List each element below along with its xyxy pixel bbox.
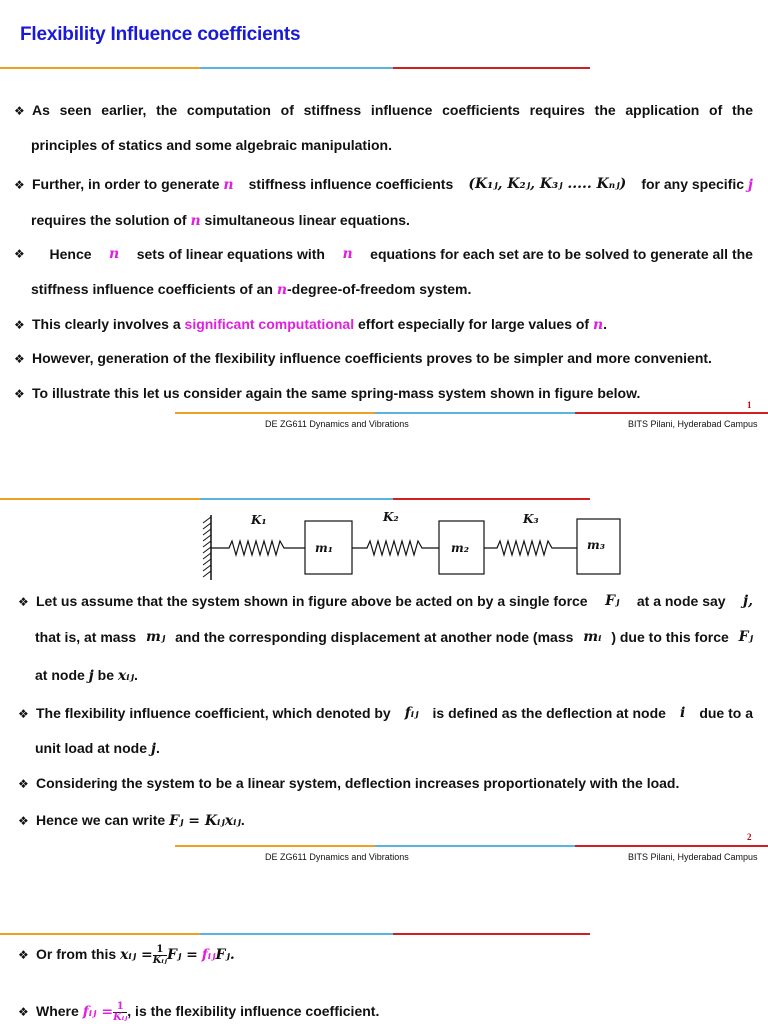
divider-orange — [0, 498, 200, 500]
divider-red — [393, 498, 590, 500]
spring-k2 — [352, 541, 439, 555]
label-k3: K₃ — [523, 512, 539, 526]
footer-line-blue — [375, 412, 575, 414]
bullet-3: ❖ Hence n sets of linear equations with n equations for each set are to be solved to generate all the — [14, 246, 753, 262]
footer-campus: BITS Pilani, Hyderabad Campus — [628, 419, 758, 429]
footer-course: DE ZG611 Dynamics and Vibrations — [265, 419, 409, 429]
slide2-bullet-1-cont2: at node j be xᵢⱼ. — [35, 667, 138, 684]
footer-line-blue — [375, 845, 575, 847]
bullet-diamond-icon: ❖ — [18, 814, 29, 828]
page-number: 2 — [747, 832, 752, 842]
divider-blue — [200, 498, 393, 500]
fraction: $\frac{1}{\text{Kᵢⱼ}}$ — [152, 943, 167, 966]
slide2-bullet-1: ❖ Let us assume that the system shown in figure above be acted on by a single force Fⱼ at a node say j, — [18, 593, 753, 609]
footer-campus: BITS Pilani, Hyderabad Campus — [628, 852, 758, 862]
divider-orange — [0, 933, 200, 935]
bullet-diamond-icon: ❖ — [18, 948, 29, 962]
slide2-bullet-2: ❖ The flexibility influence coefficient, which denoted by fᵢⱼ is defined as the deflection at node i due to a — [18, 705, 753, 721]
bullet-diamond-icon: ❖ — [14, 247, 25, 261]
label-m3: m₃ — [587, 538, 605, 552]
bullet-diamond-icon: ❖ — [14, 104, 25, 118]
bullet-diamond-icon: ❖ — [14, 387, 25, 401]
label-m1: m₁ — [315, 541, 333, 555]
bullet-diamond-icon: ❖ — [14, 318, 25, 332]
slide3-bullet-1: ❖ Or from this xᵢⱼ = $\frac{1}{\text{Kᵢⱼ}}$ Fⱼ = fᵢⱼFⱼ. — [18, 943, 235, 966]
divider-red — [393, 933, 590, 935]
slide2-bullet-3: ❖ Considering the system to be a linear system, deflection increases proportionately with the load. — [18, 775, 680, 791]
page-title: Flexibility Influence coefficients — [20, 24, 301, 45]
divider-blue — [200, 67, 393, 69]
bullet-diamond-icon: ❖ — [18, 777, 29, 791]
bullet-4: ❖ This clearly involves a significant computational effort especially for large values of n. — [14, 316, 608, 333]
divider-red — [393, 67, 590, 69]
footer-line-orange — [175, 845, 375, 847]
divider-orange — [0, 67, 200, 69]
bullet-1: ❖ As seen earlier, the computation of stiffness influence coefficients requires the application of the — [14, 102, 753, 118]
bullet-2: ❖ Further, in order to generate n stiffness influence coefficients (K₁ⱼ, K₂ⱼ, K₃ⱼ ..... Kₙⱼ) for any specific j — [14, 176, 753, 193]
bullet-diamond-icon: ❖ — [14, 352, 25, 366]
slide2-bullet-4: ❖ Hence we can write Fⱼ = Kᵢⱼxᵢⱼ. — [18, 812, 245, 829]
page-number: 1 — [747, 400, 752, 410]
fixed-wall — [203, 515, 211, 580]
bullet-diamond-icon: ❖ — [18, 707, 29, 721]
spring-mass-figure — [195, 505, 625, 585]
bullet-1-cont: principles of statics and some algebraic manipulation. — [31, 137, 392, 153]
fraction: $\frac{1}{\text{Kᵢⱼ}}$ — [113, 1000, 128, 1023]
slide2-bullet-1-cont: that is, at mass mⱼ and the corresponding displacement at another node (mass mᵢ ) due to this force Fⱼ — [35, 629, 753, 645]
bullet-2-cont: requires the solution of n simultaneous linear equations. — [31, 212, 410, 229]
bullet-diamond-icon: ❖ — [18, 1005, 29, 1019]
bullet-3-cont: stiffness influence coefficients of an n-degree-of-freedom system. — [31, 281, 472, 298]
footer-line-red — [575, 412, 768, 414]
label-k2: K₂ — [383, 510, 399, 524]
footer-course: DE ZG611 Dynamics and Vibrations — [265, 852, 409, 862]
slide3-bullet-2: ❖ Where fᵢⱼ = $\frac{1}{\text{Kᵢⱼ}}$ , is the flexibility influence coefficient. — [18, 1000, 380, 1023]
bullet-diamond-icon: ❖ — [18, 595, 29, 609]
footer-line-orange — [175, 412, 375, 414]
footer-line-red — [575, 845, 768, 847]
bullet-5: ❖ However, generation of the flexibility influence coefficients proves to be simpler and more convenient. — [14, 350, 712, 366]
divider-blue — [200, 933, 393, 935]
spring-k3 — [484, 541, 577, 555]
bullet-diamond-icon: ❖ — [14, 178, 25, 192]
bullet-6: ❖ To illustrate this let us consider again the same spring-mass system shown in figure below. — [14, 385, 641, 401]
spring-k1 — [211, 541, 305, 555]
label-k1: K₁ — [251, 513, 267, 527]
label-m2: m₂ — [451, 541, 469, 555]
slide2-bullet-2-cont: unit load at node j. — [35, 740, 160, 757]
